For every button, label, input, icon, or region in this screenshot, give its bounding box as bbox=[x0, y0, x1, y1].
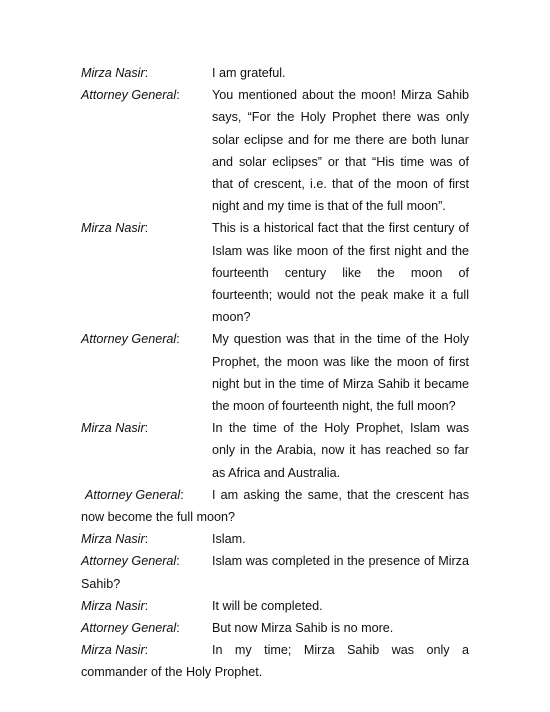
entry-text: This is a historical fact that the first century of Islam was like moon of the first night and the fourteenth century like the moon of fourteenth; would not the peak make it a full moon? bbox=[212, 221, 469, 325]
entry-text: Islam. bbox=[212, 532, 246, 547]
speaker-name: Attorney General: bbox=[81, 554, 180, 569]
entry-text: In the time of the Holy Prophet, Islam was only in the Arabia, now it has reached so far as Africa and Australia. bbox=[212, 421, 469, 480]
speaker-name: Mirza Nasir: bbox=[81, 421, 149, 436]
speaker-name: Attorney General: bbox=[85, 487, 184, 502]
speaker-name: Mirza Nasir: bbox=[81, 643, 149, 658]
speaker-name: Mirza Nasir: bbox=[81, 598, 149, 613]
entry-text: It will be completed. bbox=[212, 598, 323, 613]
transcript-entry bbox=[81, 484, 469, 528]
transcript-entry bbox=[81, 639, 469, 683]
transcript-entry bbox=[81, 62, 469, 84]
speaker-name: Mirza Nasir: bbox=[81, 532, 149, 547]
transcript-page bbox=[81, 62, 469, 684]
transcript-entry bbox=[81, 217, 469, 328]
transcript-entry bbox=[81, 84, 469, 217]
speaker-name: Attorney General: bbox=[81, 621, 180, 636]
transcript-entry bbox=[81, 617, 469, 639]
transcript-entry bbox=[81, 328, 469, 417]
speaker-name: Attorney General: bbox=[81, 88, 180, 103]
transcript-entry bbox=[81, 528, 469, 550]
speaker-name: Attorney General: bbox=[81, 332, 180, 347]
entry-text: My question was that in the time of the Holy Prophet, the moon was like the moon of first night but in the time of Mirza Sahib it became the moon of fourteenth night, the full moon? bbox=[212, 332, 469, 414]
entry-text: I am grateful. bbox=[212, 66, 286, 80]
speaker-name: Mirza Nasir: bbox=[81, 66, 149, 80]
transcript-entry bbox=[81, 417, 469, 484]
entry-text: You mentioned about the moon! Mirza Sahib says, “For the Holy Prophet there was only solar eclipse and for me there are both lunar and solar eclipses” or that “His time was of that of crescent, i.e. that of the moon of first night and my time is that of the full moon”. bbox=[212, 88, 469, 214]
entry-text: Islam was completed in the presence of Mirza Sahib? bbox=[81, 554, 469, 591]
entry-text: But now Mirza Sahib is no more. bbox=[212, 621, 394, 636]
entry-text: I am asking the same, that the crescent has now become the full moon? bbox=[81, 487, 469, 525]
transcript-entry bbox=[81, 595, 469, 617]
speaker-name: Mirza Nasir: bbox=[81, 221, 149, 236]
transcript-entry bbox=[81, 550, 469, 594]
entry-text: In my time; Mirza Sahib was only a commander of the Holy Prophet. bbox=[81, 643, 469, 680]
